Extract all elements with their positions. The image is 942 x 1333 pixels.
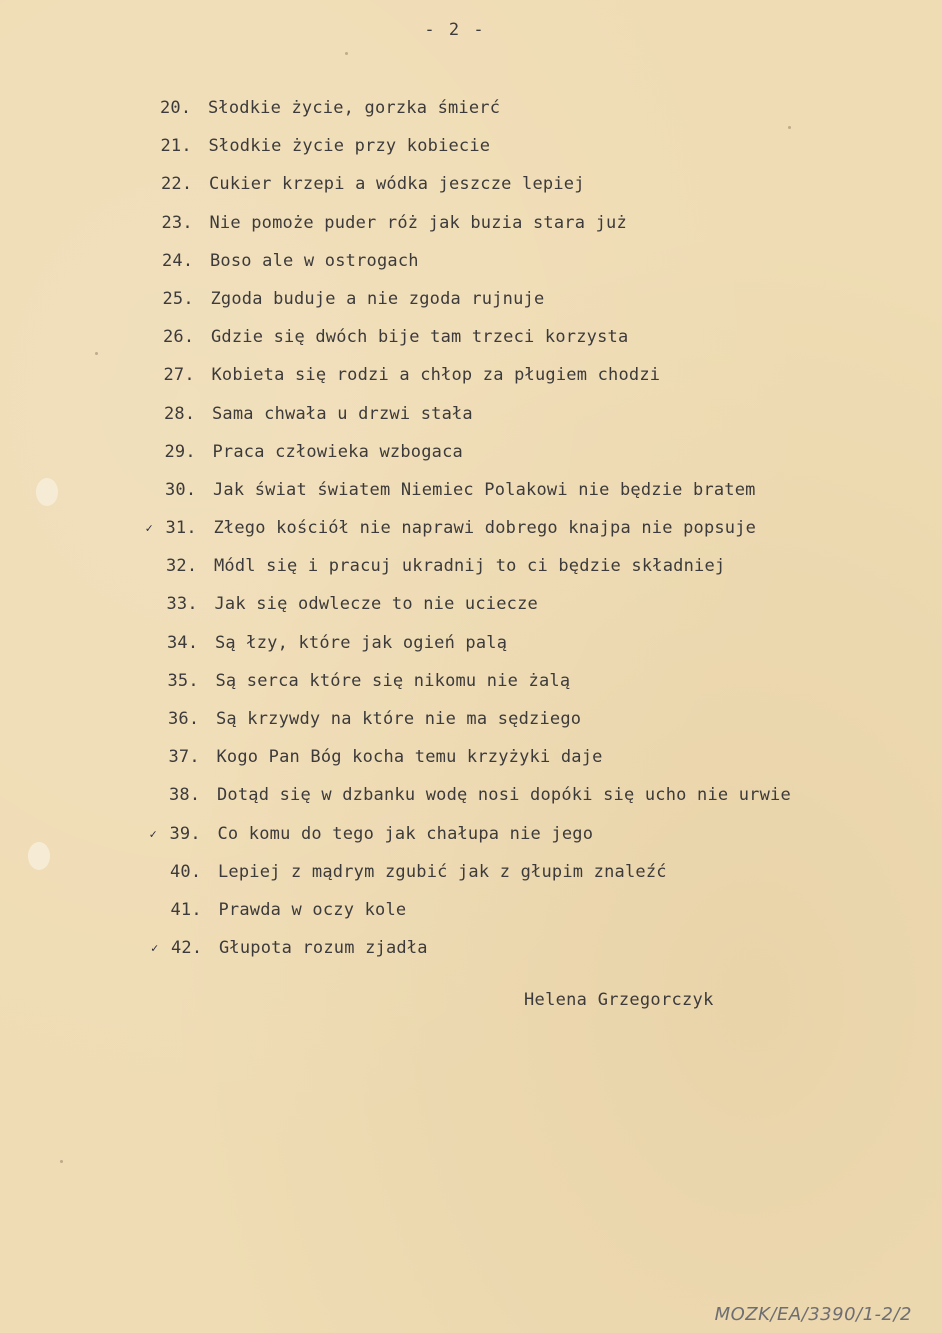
proverb-text: Dotąd się w dzbanku wodę nosi dopóki się ucho nie urwie [217, 785, 791, 806]
proverb-text: Słodkie życie przy kobiecie [208, 136, 491, 157]
proverb-list [145, 98, 791, 976]
proverb-number: 32. [166, 556, 198, 577]
proverb-item [160, 98, 791, 136]
proverb-text: Lepiej z mądrym zgubić jak z głupim znaleźć [218, 861, 667, 882]
proverb-number: 37. [168, 747, 200, 768]
paper-speck [95, 352, 98, 355]
proverb-text: Co komu do tego jak chałupa nie jego [217, 823, 594, 844]
proverb-text: Słodkie życie, gorzka śmierć [208, 98, 501, 118]
proverb-item [161, 136, 791, 174]
proverb-text: Jak świat światem Niemiec Polakowi nie będzie bratem [213, 479, 756, 500]
proverb-item [162, 251, 791, 289]
proverb-text: Jak się odwlecze to nie uciecze [214, 594, 538, 615]
proverb-item [163, 289, 791, 327]
proverb-item [169, 785, 791, 823]
proverb-number: 26. [163, 327, 195, 348]
punch-hole [36, 478, 58, 506]
proverb-number: 40. [170, 861, 202, 882]
proverb-text: Kogo Pan Bóg kocha temu krzyżyki daje [216, 747, 603, 768]
check-mark-icon: ✓ [145, 521, 153, 536]
proverb-number: 31. [165, 518, 197, 539]
proverb-text: Są serca które się nikomu nie żalą [215, 670, 571, 691]
proverb-number: 28. [164, 403, 196, 424]
punch-hole [28, 842, 50, 870]
proverb-number: 39. [169, 823, 201, 844]
proverb-text: Módl się i pracuj ukradnij to ci będzie składniej [214, 556, 726, 577]
proverb-item [165, 480, 791, 518]
proverb-item [163, 327, 791, 365]
proverb-text: Cukier krzepi a wódka jeszcze lepiej [209, 174, 585, 195]
proverb-number: 21. [160, 136, 192, 157]
proverb-text: Praca człowieka wzbogaca [212, 441, 463, 462]
proverb-text: Głupota rozum zjadła [219, 938, 428, 959]
proverb-item [170, 862, 791, 900]
proverb-text: Gdzie się dwóch bije tam trzeci korzysta [211, 327, 629, 348]
proverb-item [167, 633, 791, 671]
proverb-number: 34. [167, 632, 199, 653]
proverb-item [167, 594, 791, 632]
proverb-item [171, 900, 791, 938]
proverb-text: Złego kościół nie naprawi dobrego knajpa nie popsuje [213, 518, 757, 539]
proverb-item [164, 404, 791, 442]
proverb-number: 24. [162, 250, 194, 271]
proverb-number: 25. [162, 288, 194, 309]
proverb-number: 33. [166, 594, 198, 615]
proverb-item [168, 709, 791, 747]
author-signature: Helena Grzegorczyk [524, 990, 714, 1010]
page-number: - 2 - [424, 20, 486, 40]
proverb-number: 22. [161, 174, 193, 195]
paper-speck [345, 52, 348, 55]
proverb-text: Zgoda buduje a nie zgoda rujnuje [210, 288, 545, 309]
proverb-item [145, 518, 791, 556]
proverb-item [168, 671, 791, 709]
check-mark-icon: ✓ [149, 826, 157, 841]
proverb-text: Kobieta się rodzi a chłop za pługiem chodzi [211, 365, 661, 386]
paper-speck [60, 1160, 63, 1163]
proverb-number: 35. [167, 670, 199, 691]
proverb-item [161, 174, 791, 212]
proverb-number: 38. [169, 785, 201, 806]
archive-reference-code: MOZK/EA/3390/1-2/2 [714, 1304, 912, 1325]
proverb-number: 29. [164, 441, 196, 462]
proverb-number: 30. [165, 479, 197, 500]
proverb-item [151, 938, 791, 976]
proverb-item [162, 213, 791, 251]
proverb-text: Prawda w oczy kole [218, 899, 407, 920]
proverb-number: 27. [163, 365, 195, 386]
proverb-text: Boso ale w ostrogach [210, 250, 419, 271]
proverb-item [164, 365, 791, 403]
proverb-text: Są krzywdy na które nie ma sędziego [216, 709, 582, 729]
proverb-number: 20. [160, 98, 192, 118]
proverb-number: 42. [171, 938, 203, 959]
proverb-number: 36. [168, 709, 200, 729]
proverb-text: Nie pomoże puder róż jak buzia stara już [209, 212, 627, 233]
proverb-item [166, 556, 791, 594]
proverb-item [169, 747, 791, 785]
proverb-text: Sama chwała u drzwi stała [212, 403, 473, 424]
proverb-number: 41. [170, 899, 202, 920]
proverb-item [165, 442, 791, 480]
proverb-number: 23. [161, 212, 193, 233]
proverb-text: Są łzy, które jak ogień palą [215, 632, 508, 653]
proverb-item [149, 823, 791, 862]
check-mark-icon: ✓ [151, 941, 159, 956]
